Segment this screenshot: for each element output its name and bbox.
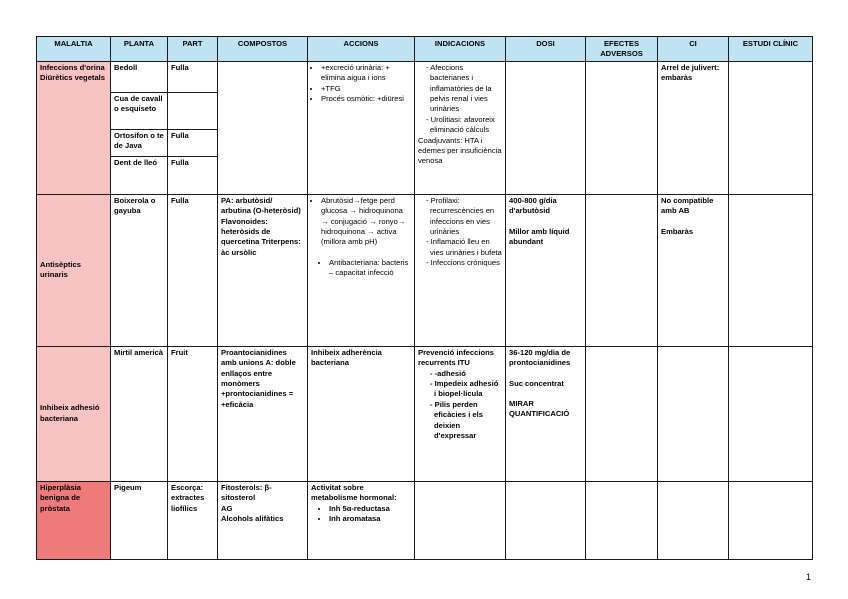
malaltia-prostata: Hiperplàsia benigna de pròstata xyxy=(37,481,111,559)
list-item: • Abrutòsid→fetge perd glucosa → hidroquinona → conjugació → ronyo→ hidroquinona → activa (millora amb pH) xyxy=(321,196,411,248)
ci-diuretics: Arrel de julivert: embaràs xyxy=(658,61,729,194)
list-item: - Impedeix adhesió i biopel·lícula xyxy=(430,379,499,399)
compostos-mirtil: Proantocianidines amb unions A: doble enllaços entre monòmers +prontocianidines = +eficàcia xyxy=(218,346,308,481)
header-indicacions: INDICACIONS xyxy=(415,37,506,62)
ci-pigeum xyxy=(658,481,729,559)
remedies-table xyxy=(36,36,813,560)
planta-dent: Dent de lleó xyxy=(111,156,168,194)
compost-line: Alcohols alifàtics xyxy=(221,514,284,524)
efectes-pigeum xyxy=(586,481,658,559)
list-item: - Infeccions cròniques xyxy=(426,258,500,268)
dosi-pigeum xyxy=(506,481,586,559)
header-accions: ACCIONS xyxy=(308,37,415,62)
indicacions-intro: Prevenció infeccions recurrents ITU xyxy=(418,347,494,368)
compost-line: AG xyxy=(221,503,233,513)
part-cua xyxy=(168,92,218,129)
part-mirtil: Fruit xyxy=(168,346,218,481)
page-number: 1 xyxy=(805,572,811,582)
indicacions-mirtil xyxy=(415,346,506,481)
part-pigeum: Escorça: extractes liofílics xyxy=(168,481,218,559)
compostos-boixerola: PA: arbutòsid/ arbutina (O-heteròsid) Flavonoides: heteròsids de quercetina Triterpens: àc ursòlic xyxy=(218,194,308,346)
dosi-line: 400-800 g/dia d'arbutòsid xyxy=(509,195,557,216)
dosi-line: Millor amb líquid abundant xyxy=(509,226,570,247)
part-dent: Fulla xyxy=(168,156,218,194)
list-item: • Antibacteriana: bacteris – capacitat infecció xyxy=(329,258,411,279)
list-item: - Afeccions bacterianes i inflamatòries de la pelvis renal i vies urinàries xyxy=(426,62,492,114)
planta-pigeum: Pigeum xyxy=(111,481,168,559)
planta-cua: Cua de cavall o esquiseto xyxy=(111,92,168,129)
ci-mirtil xyxy=(658,346,729,481)
malaltia-adhesio: Inhibeix adhesió bacteriana xyxy=(37,346,111,481)
list-item: - -adhesió xyxy=(430,368,466,378)
accions-diuretics xyxy=(308,61,415,194)
planta-boixerola: Boixerola o gayuba xyxy=(111,194,168,346)
header-row xyxy=(37,37,813,62)
accions-intro: Activitat sobre metabolisme hormonal: xyxy=(311,482,397,503)
list-item: • +TFG xyxy=(321,84,411,94)
planta-mirtil: Mirtil americà xyxy=(111,346,168,481)
ci-line: No compatible amb AB xyxy=(661,195,714,216)
header-planta: PLANTA xyxy=(111,37,168,62)
list-item: - Pilis perden eficàcies i els deixien d'expressar xyxy=(430,399,483,441)
malaltia-antiseptics: Antisèptics urinaris xyxy=(37,194,111,346)
estudi-mirtil xyxy=(729,346,813,481)
header-part: PART xyxy=(168,37,218,62)
list-item: - Urolitiasi: afavoreix eliminació càlculs xyxy=(426,114,495,135)
estudi-boixerola xyxy=(729,194,813,346)
compost-line: Fitosterols: β-sitosterol xyxy=(221,482,272,503)
efectes-mirtil xyxy=(586,346,658,481)
dosi-boixerola xyxy=(506,194,586,346)
table-row xyxy=(37,61,813,92)
dosi-diuretics xyxy=(506,61,586,194)
coadjuvants-text: Coadjuvants: HTA i edemes per insuficiència venosa xyxy=(418,135,502,166)
planta-ortosifon: Ortosífon o te de Java xyxy=(111,129,168,156)
compostos-pigeum xyxy=(218,481,308,559)
accions-pigeum xyxy=(308,481,415,559)
list-item: • +excreció urinària: + elimina aigua i ions xyxy=(321,63,411,84)
accions-mirtil: Inhibeix adherència bacteriana xyxy=(308,346,415,481)
efectes-boixerola xyxy=(586,194,658,346)
compostos-diuretics xyxy=(218,61,308,194)
dosi-mirtil xyxy=(506,346,586,481)
dosi-line: 36-120 mg/dia de prontocianidines xyxy=(509,347,571,368)
header-compostos: COMPOSTOS xyxy=(218,37,308,62)
list-item: - Profilaxi: recurrescències en infeccions en vies urinàries xyxy=(426,195,495,237)
part-boixerola: Fulla xyxy=(168,194,218,346)
table-row xyxy=(37,346,813,481)
part-ortosifon: Fulla xyxy=(168,129,218,156)
estudi-diuretics xyxy=(729,61,813,194)
estudi-pigeum xyxy=(729,481,813,559)
malaltia-diuretics: Infeccions d'orina Diürètics vegetals xyxy=(37,61,111,194)
ci-line: Embaràs xyxy=(661,226,694,236)
list-item: - Inflamació lleu en vies urinàries i bufeta xyxy=(426,237,502,257)
header-efectes: EFECTES ADVERSOS xyxy=(586,37,658,62)
header-estudi: ESTUDI CLÍNIC xyxy=(729,37,813,62)
indicacions-diuretics xyxy=(415,61,506,194)
header-malaltia: MALALTIA xyxy=(37,37,111,62)
header-dosi: DOSI xyxy=(506,37,586,62)
dosi-line: Suc concentrat xyxy=(509,378,564,388)
list-item: • Inh aromatasa xyxy=(329,514,411,524)
header-ci: CI xyxy=(658,37,729,62)
list-item: • Procés osmòtic: +diüresi xyxy=(321,94,411,104)
indicacions-boixerola xyxy=(415,194,506,346)
table-row xyxy=(37,194,813,346)
ci-boixerola xyxy=(658,194,729,346)
table-row xyxy=(37,481,813,559)
list-item: • Inh 5α-reductasa xyxy=(329,504,411,514)
efectes-diuretics xyxy=(586,61,658,194)
planta-bedoll: Bedoll xyxy=(111,61,168,92)
indicacions-pigeum xyxy=(415,481,506,559)
accions-boixerola xyxy=(308,194,415,346)
dosi-line: MIRAR QUANTIFICACIÓ xyxy=(509,399,570,419)
part-bedoll: Fulla xyxy=(168,61,218,92)
